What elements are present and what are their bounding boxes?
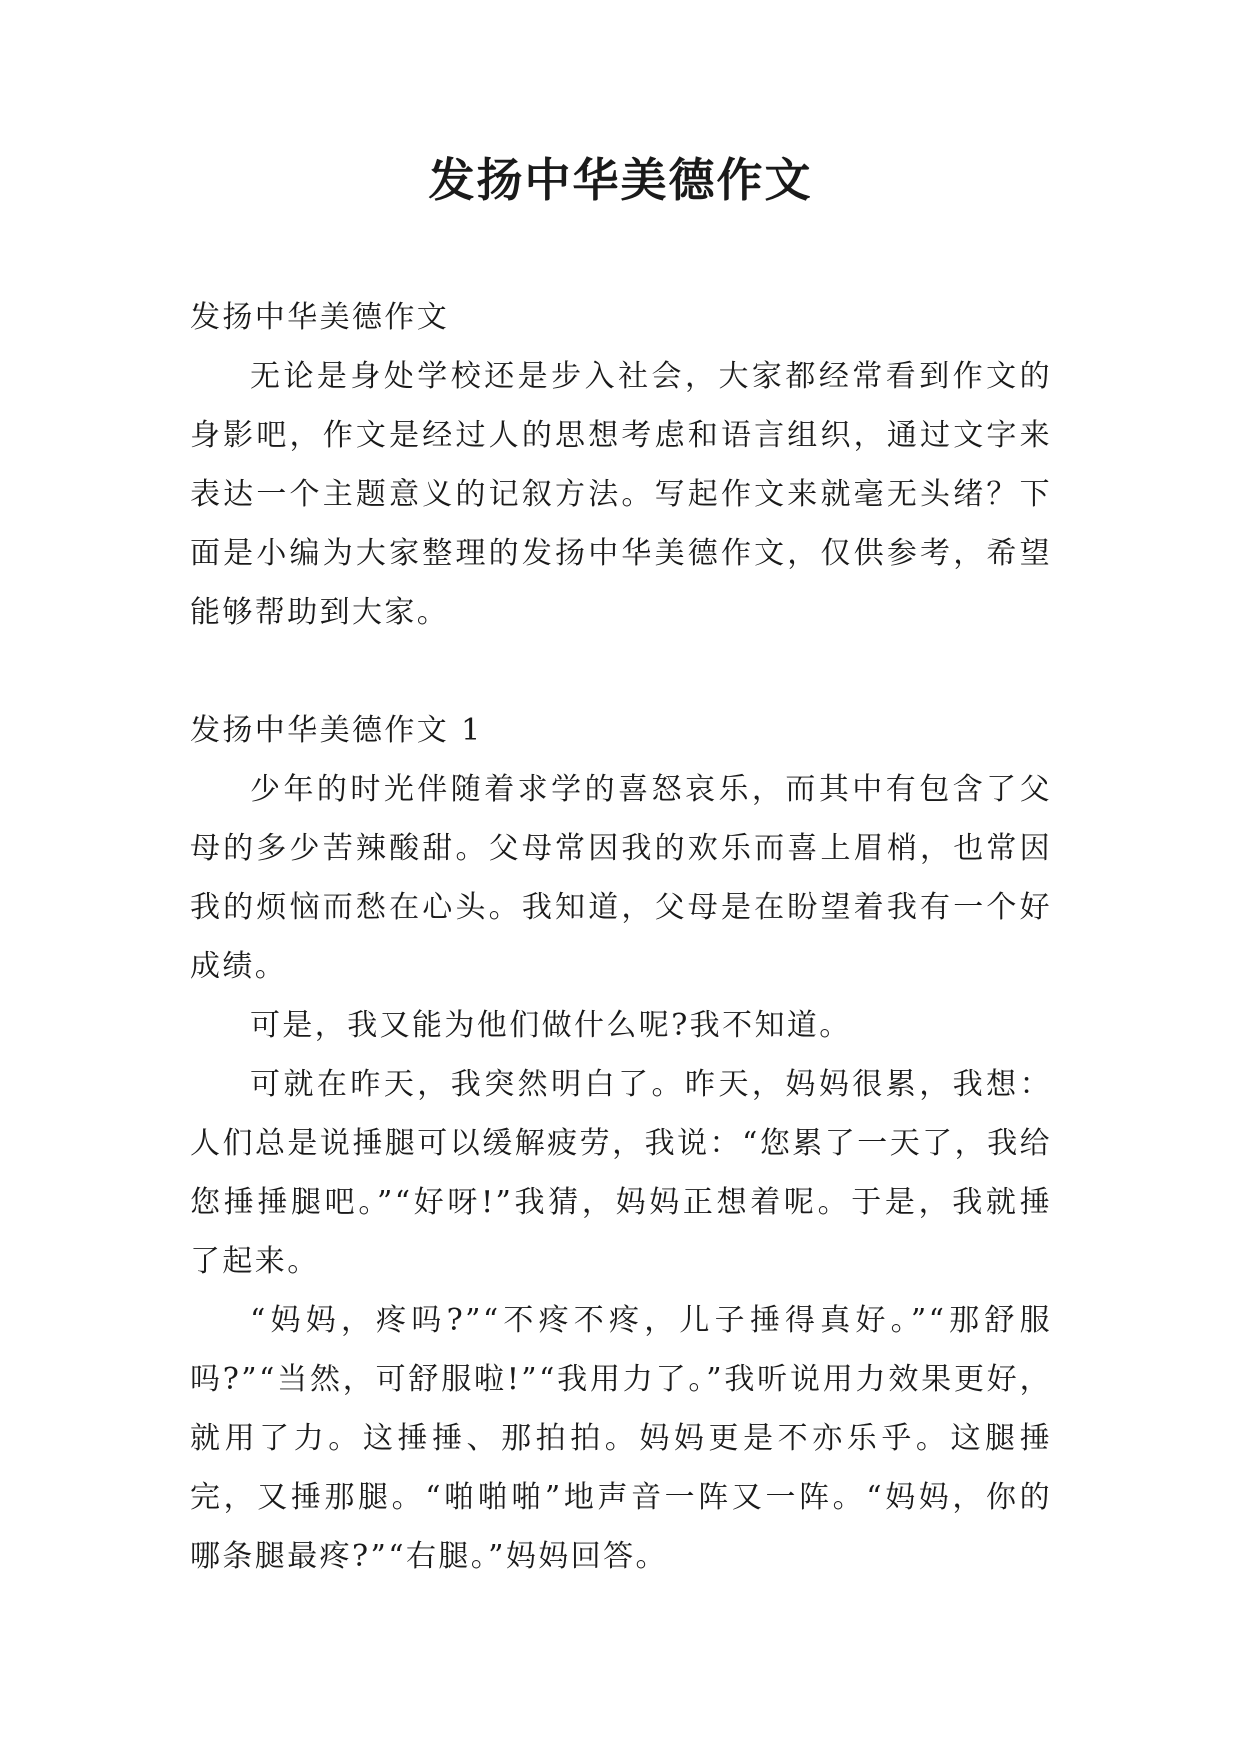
section-1-paragraph-3: 可就在昨天，我突然明白了。昨天，妈妈很累，我想：人们总是说捶腿可以缓解疲劳，我说：“您累了一天了，我给您捶捶腿吧。”“好呀!”我猜，妈妈正想着呢。于是，我就捶了起来。 bbox=[190, 1067, 1052, 1279]
section-spacer bbox=[190, 642, 1052, 701]
section-1-heading: 发扬中华美德作文 1 bbox=[190, 713, 483, 748]
document-title: 发扬中华美德作文 bbox=[428, 153, 813, 207]
section-1-paragraph-4: “妈妈，疼吗?”“不疼不疼，儿子捶得真好。”“那舒服吗?”“当然，可舒服啦!”“我用力了。”我听说用力效果更好，就用了力。这捶捶、那拍拍。妈妈更是不亦乐乎。这腿捶完，又捶那腿。“啪啪啪”地声音一阵又一阵。“妈妈，你的哪条腿最疼?”“右腿。”妈妈回答。 bbox=[190, 1303, 1052, 1574]
document-body bbox=[190, 288, 1052, 1586]
section-1-paragraph-2: 可是，我又能为他们做什么呢?我不知道。 bbox=[250, 1008, 852, 1043]
section-1-paragraph-1: 少年的时光伴随着求学的喜怒哀乐，而其中有包含了父母的多少苦辣酸甜。父母常因我的欢乐而喜上眉梢，也常因我的烦恼而愁在心头。我知道，父母是在盼望着我有一个好成绩。 bbox=[190, 772, 1052, 984]
intro-heading: 发扬中华美德作文 bbox=[190, 300, 450, 335]
intro-paragraph: 无论是身处学校还是步入社会，大家都经常看到作文的身影吧，作文是经过人的思想考虑和语言组织，通过文字来表达一个主题意义的记叙方法。写起作文来就毫无头绪？下面是小编为大家整理的发扬中华美德作文，仅供参考，希望能够帮助到大家。 bbox=[190, 359, 1052, 630]
